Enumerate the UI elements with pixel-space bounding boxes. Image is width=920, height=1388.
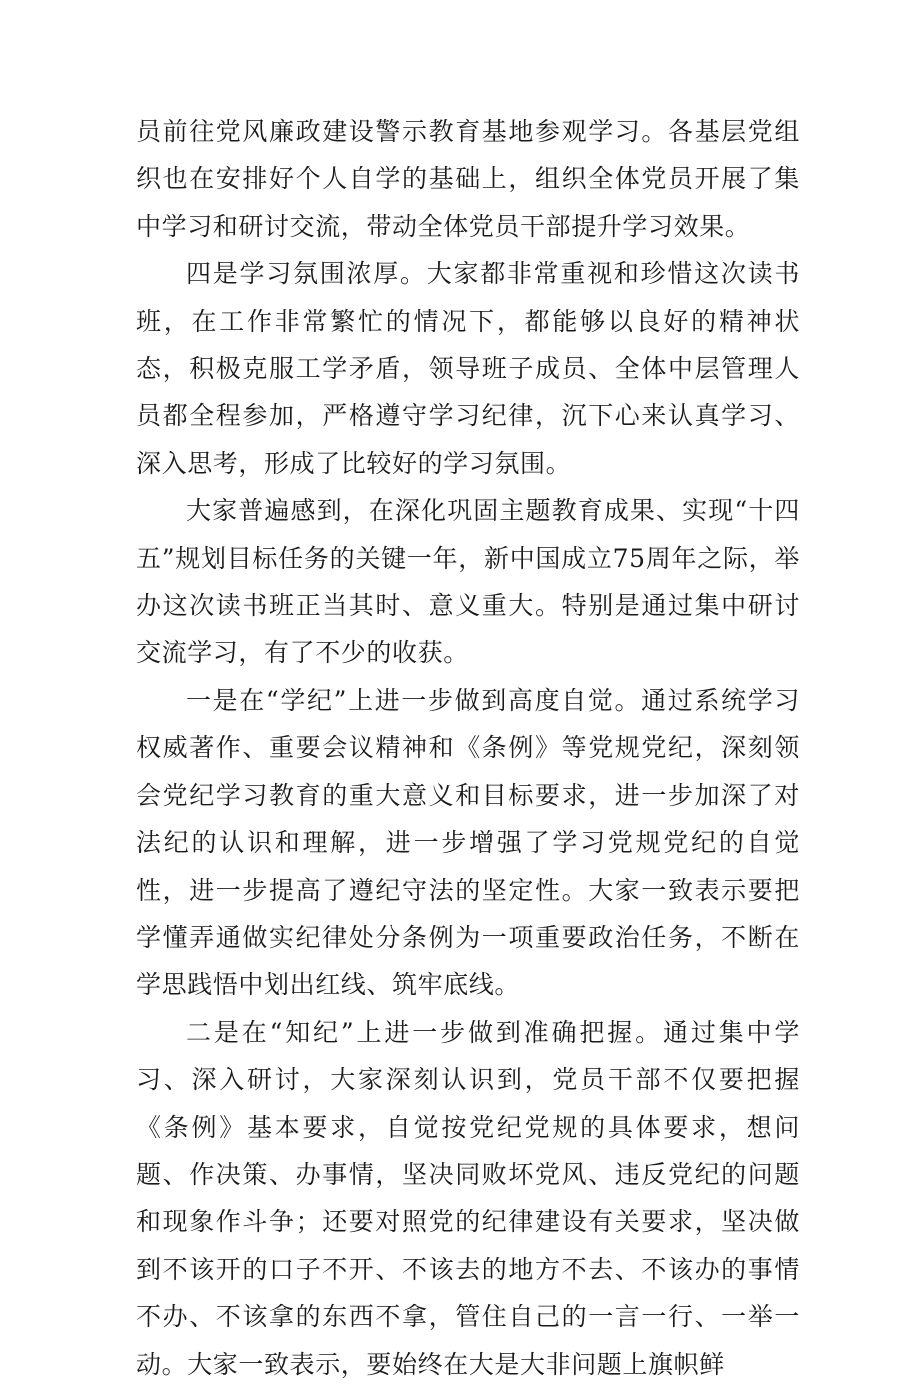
paragraph-learn-discipline: 一是在“学纪”上进一步做到高度自觉。通过系统学习权威著作、重要会议精神和《条例》等党规党纪，深刻领会党纪学习教育的重大意义和目标要求，进一步加深了对法纪的认识和理解，进一步增强了学习党规党纪的自觉性，进一步提高了遵纪守法的坚定性。大家一致表示要把学懂弄通做实纪律处分条例为一项重要政治任务，不断在学思践悟中划出红线、筑牢底线。 [136,685,800,1000]
paragraph-learning-atmosphere: 四是学习氛围浓厚。大家都非常重视和珍惜这次读书班，在工作非常繁忙的情况下，都能够以良好的精神状态，积极克服工学矛盾，领导班子成员、全体中层管理人员都全程参加，严格遵守学习纪律，沉下心来认真学习、深入思考，形成了比较好的学习氛围。 [136,259,800,478]
paragraph-general-feeling: 大家普遍感到，在深化巩固主题教育成果、实现“十四五”规划目标任务的关键一年，新中国成立75周年之际，举办这次读书班正当其时、意义重大。特别是通过集中研讨交流学习，有了不少的收获。 [136,496,800,668]
paragraph-continued: 员前往党风廉政建设警示教育基地参观学习。各基层党组织也在安排好个人自学的基础上，组织全体党员开展了集中学习和研讨交流，带动全体党员干部提升学习效果。 [136,117,800,241]
paragraph-know-discipline: 二是在“知纪”上进一步做到准确把握。通过集中学习、深入研讨，大家深刻认识到，党员干部不仅要把握《条例》基本要求，自觉按党纪党规的具体要求，想问题、作决策、办事情，坚决同败坏党风、违反党纪的问题和现象作斗争；还要对照党的纪律建设有关要求，坚决做到不该开的口子不开、不该去的地方不去、不该办的事情不办、不该拿的东西不拿，管住自己的一言一行、一举一动。大家一致表示，要始终在大是大非问题上旗帜鲜 [136,1017,800,1379]
document-body [136,108,800,1388]
